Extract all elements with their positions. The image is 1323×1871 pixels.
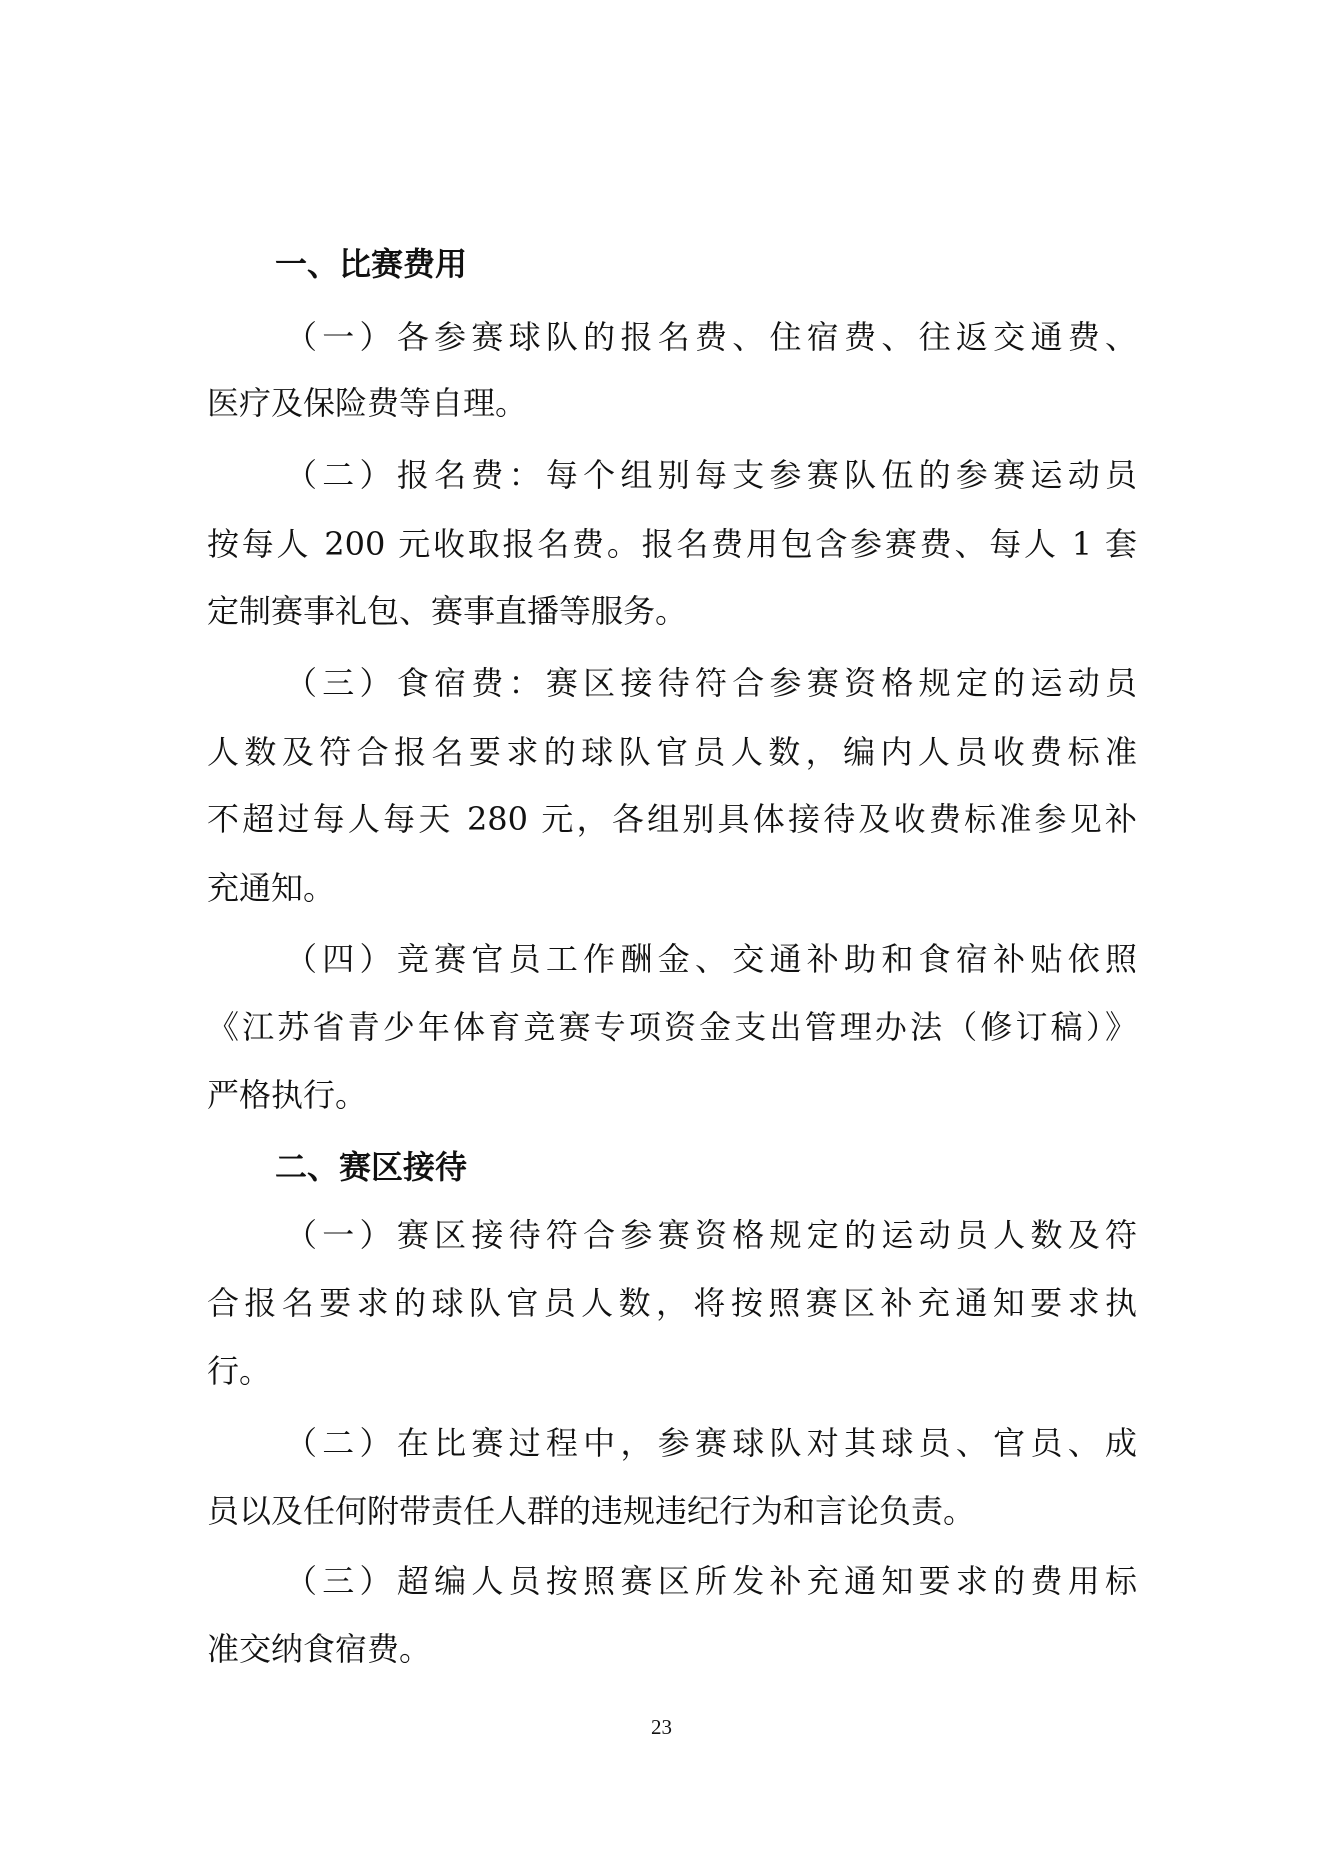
paragraph-line: 人数及符合报名要求的球队官员人数，编内人员收费标准 bbox=[207, 733, 1137, 771]
paragraph-line: （一）各参赛球队的报名费、住宿费、往返交通费、 bbox=[285, 318, 1137, 356]
paragraph-line: （二）在比赛过程中，参赛球队对其球员、官员、成 bbox=[285, 1424, 1137, 1462]
section-heading-venue-reception: 二、赛区接待 bbox=[275, 1148, 468, 1186]
paragraph-line: （三）食宿费：赛区接待符合参赛资格规定的运动员 bbox=[285, 664, 1137, 702]
page-number: 23 bbox=[651, 1715, 672, 1739]
paragraph-line: （一）赛区接待符合参赛资格规定的运动员人数及符 bbox=[285, 1216, 1137, 1254]
paragraph-line: 医疗及保险费等自理。 bbox=[207, 384, 528, 422]
paragraph-line: 不超过每人每天 280 元，各组别具体接待及收费标准参见补 bbox=[207, 800, 1137, 838]
section-heading-competition-fees: 一、比赛费用 bbox=[275, 245, 468, 283]
paragraph-line: 严格执行。 bbox=[207, 1076, 368, 1114]
paragraph-line: 员以及任何附带责任人群的违规违纪行为和言论负责。 bbox=[207, 1492, 976, 1530]
paragraph-line: 合报名要求的球队官员人数，将按照赛区补充通知要求执 bbox=[207, 1284, 1137, 1322]
paragraph-line: （四）竞赛官员工作酬金、交通补助和食宿补贴依照 bbox=[285, 940, 1137, 978]
paragraph-line: （三）超编人员按照赛区所发补充通知要求的费用标 bbox=[285, 1562, 1137, 1600]
paragraph-line: 定制赛事礼包、赛事直播等服务。 bbox=[207, 592, 688, 630]
paragraph-line: 《江苏省青少年体育竞赛专项资金支出管理办法（修订稿）》 bbox=[207, 1008, 1137, 1046]
paragraph-line: （二）报名费：每个组别每支参赛队伍的参赛运动员 bbox=[285, 456, 1137, 494]
paragraph-line: 充通知。 bbox=[207, 869, 336, 907]
paragraph-line: 准交纳食宿费。 bbox=[207, 1630, 432, 1668]
paragraph-line: 按每人 200 元收取报名费。报名费用包含参赛费、每人 1 套 bbox=[207, 525, 1137, 563]
paragraph-line: 行。 bbox=[207, 1352, 272, 1390]
